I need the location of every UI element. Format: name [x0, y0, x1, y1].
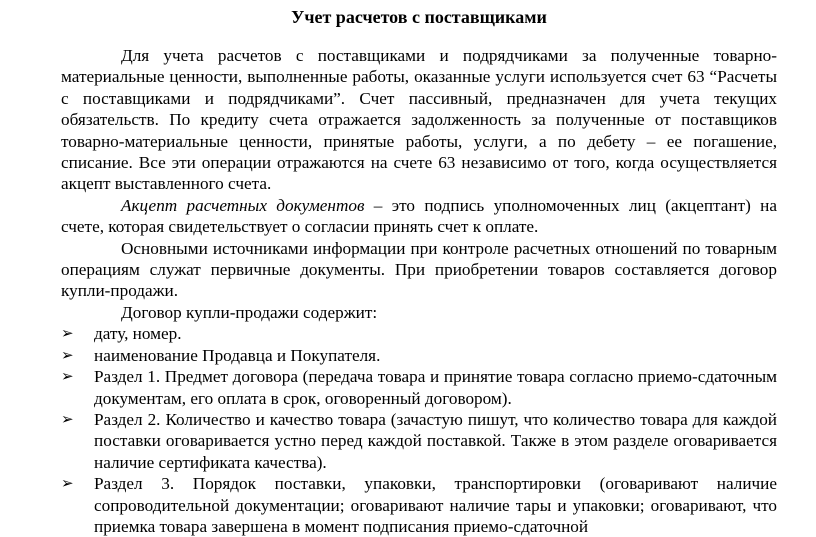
- list-item: [61, 366, 777, 409]
- term-acceptance: Акцепт расчетных документов: [121, 195, 365, 215]
- list-item-text: наименование Продавца и Покупателя.: [94, 345, 381, 365]
- arrow-bullet-icon: ➢: [61, 367, 74, 386]
- contract-contents-list: [61, 323, 777, 537]
- list-item: [61, 409, 777, 473]
- paragraph-acceptance-definition: – это подпись уполномоченных лиц (акцептант) на счете, которая свидетельствует о согласии принять счет к оплате.: [61, 195, 777, 237]
- list-item: [61, 473, 777, 537]
- paragraph-contract-intro: Договор купли-продажи содержит:: [121, 302, 378, 322]
- list-item: [61, 323, 777, 344]
- arrow-bullet-icon: ➢: [61, 324, 74, 343]
- arrow-bullet-icon: ➢: [61, 345, 74, 364]
- paragraph-account-63: Для учета расчетов с поставщиками и подрядчиками за полученные товарно-материальные ценности, выполненные работы, оказанные услуги используется счет 63 “Расчеты с поставщиками и подрядчиками”. Счет пассивный, предназначен для учета текущих обязательств. По кредиту счета отражается задолженность за полученные от поставщиков товарно-материальные ценности, принятые работы, услуги, а по дебету – ее погашение, списание. Все эти операции отражаются на счете 63 независимо от того, когда осуществляется акцепт выставленного счета.: [61, 46, 777, 194]
- list-item-text: Раздел 2. Количество и качество товара (зачастую пишут, что количество товара для каждой поставки оговаривается устно перед каждой поставкой. Также в этом разделе оговаривается наличие сертификата качества).: [94, 409, 777, 472]
- list-item-text: Раздел 1. Предмет договора (передача товара и принятие товара согласно приемо-сдаточным документам, его оплата в срок, оговоренный договором).: [94, 367, 777, 408]
- list-item-text: дату, номер.: [94, 324, 182, 344]
- paragraph-acceptance: [61, 195, 777, 238]
- document-body: [61, 45, 777, 537]
- list-item: [61, 345, 777, 366]
- document-title: Учет расчетов с поставщиками: [291, 7, 547, 27]
- arrow-bullet-icon: ➢: [61, 474, 74, 493]
- paragraph-sources: Основными источниками информации при контроле расчетных отношений по товарным операциям служат первичные документы. При приобретении товаров составляется договор купли-продажи.: [61, 238, 777, 301]
- arrow-bullet-icon: ➢: [61, 409, 74, 428]
- list-item-text: Раздел 3. Порядок поставки, упаковки, транспортировки (оговаривают наличие сопроводительной документации; оговаривают наличие тары и упаковки; оговаривают, что приемка товара завершена в момент подписания приемо-сдаточной: [94, 474, 777, 536]
